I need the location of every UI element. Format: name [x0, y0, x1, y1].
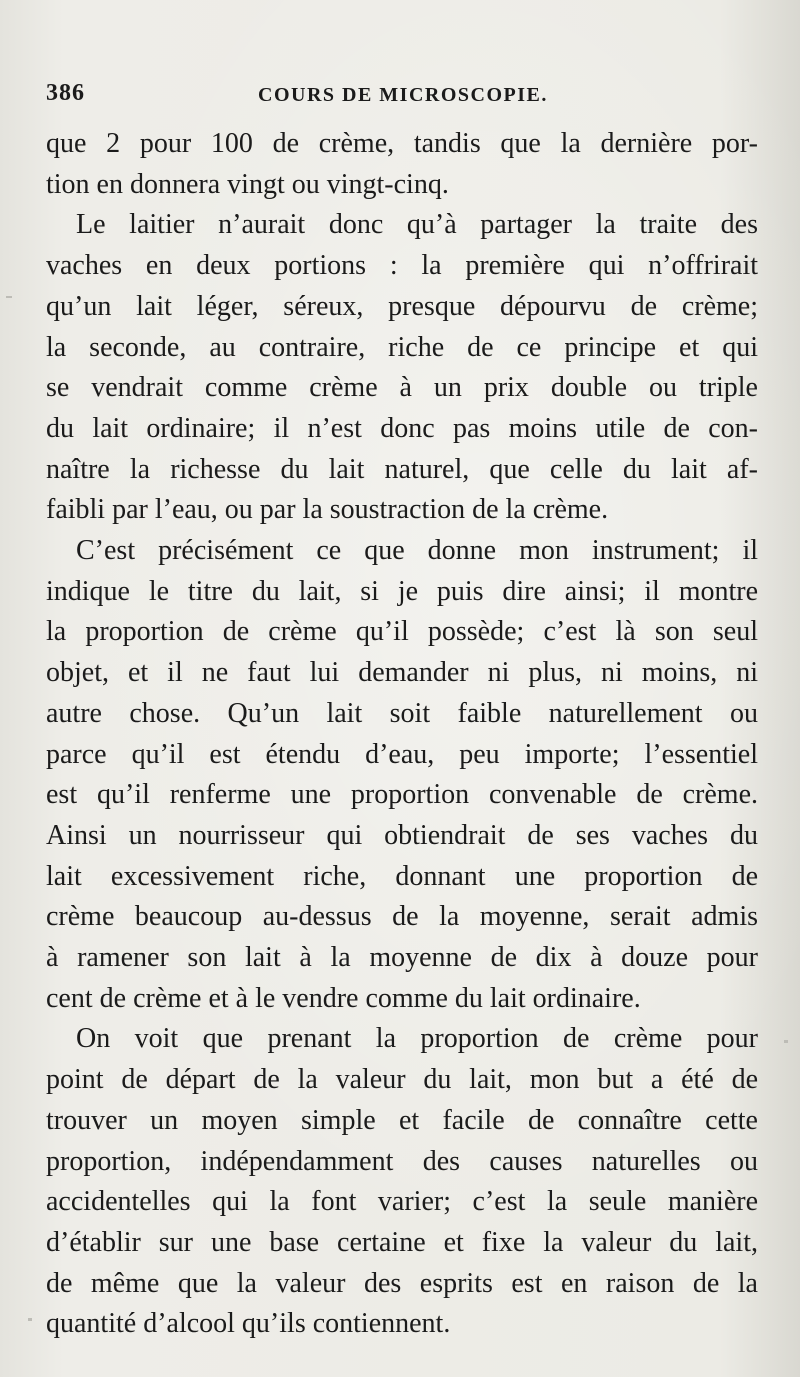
paragraph-4 — [46, 1019, 758, 1345]
page-header — [46, 80, 756, 120]
text-line: naître la richesse du lait naturel, que celle du lait af- — [46, 453, 758, 485]
text-line: accidentelles qui la font varier; c’est la seule manière — [46, 1186, 758, 1218]
margin-speck — [784, 1040, 788, 1043]
text-line: quantité d’alcool qu’ils contiennent. — [46, 1308, 451, 1340]
text-line: trouver un moyen simple et facile de connaître cette — [46, 1104, 758, 1136]
text-line: à ramener son lait à la moyenne de dix à douze pour — [46, 942, 758, 974]
text-line: C’est précisément ce que donne mon instrument; il — [76, 535, 758, 567]
running-head: COURS DE MICROSCOPIE. — [258, 84, 548, 106]
text-line: On voit que prenant la proportion de crème pour — [76, 1023, 758, 1055]
margin-speck — [6, 296, 12, 298]
text-line: indique le titre du lait, si je puis dire ainsi; il montre — [46, 575, 758, 607]
text-line: d’établir sur une base certaine et fixe la valeur du lait, — [46, 1226, 758, 1258]
text-line: Le laitier n’aurait donc qu’à partager la traite des — [76, 209, 758, 241]
text-line: proportion, indépendamment des causes naturelles ou — [46, 1145, 758, 1177]
text-line: point de départ de la valeur du lait, mon but a été de — [46, 1064, 758, 1096]
margin-speck — [28, 1318, 32, 1321]
text-line: que 2 pour 100 de crème, tandis que la dernière por- — [46, 128, 758, 159]
paragraph-3 — [46, 531, 758, 1019]
text-line: qu’un lait léger, séreux, presque dépourvu de crème; — [46, 290, 758, 322]
text-line: est qu’il renferme une proportion convenable de crème. — [46, 779, 758, 811]
text-line: Ainsi un nourrisseur qui obtiendrait de ses vaches du — [46, 819, 758, 851]
text-line: la proportion de crème qu’il possède; c’est là son seul — [46, 616, 758, 648]
text-line: objet, et il ne faut lui demander ni plus, ni moins, ni — [46, 657, 758, 689]
text-line: la seconde, au contraire, riche de ce principe et qui — [46, 331, 758, 363]
body-text — [46, 124, 758, 1345]
text-line: parce qu’il est étendu d’eau, peu importe; l’essentiel — [46, 738, 758, 770]
text-line: se vendrait comme crème à un prix double ou triple — [46, 372, 758, 404]
paragraph-2 — [46, 205, 758, 531]
text-line: crème beaucoup au-dessus de la moyenne, serait admis — [46, 901, 758, 933]
text-line: autre chose. Qu’un lait soit faible naturellement ou — [46, 697, 758, 729]
text-line: faibli par l’eau, ou par la soustraction de la crème. — [46, 494, 609, 526]
text-line: cent de crème et à le vendre comme du lait ordinaire. — [46, 982, 641, 1014]
text-line: lait excessivement riche, donnant une proportion de — [46, 860, 758, 892]
text-line: de même que la valeur des esprits est en raison de la — [46, 1267, 758, 1299]
text-line: du lait ordinaire; il n’est donc pas moins utile de con- — [46, 412, 758, 444]
text-line: tion en donnera vingt ou vingt-cinq. — [46, 168, 449, 200]
text-line: vaches en deux portions : la première qui n’offrirait — [46, 250, 758, 282]
page-number: 386 — [46, 80, 85, 106]
paragraph-1 — [46, 124, 758, 205]
